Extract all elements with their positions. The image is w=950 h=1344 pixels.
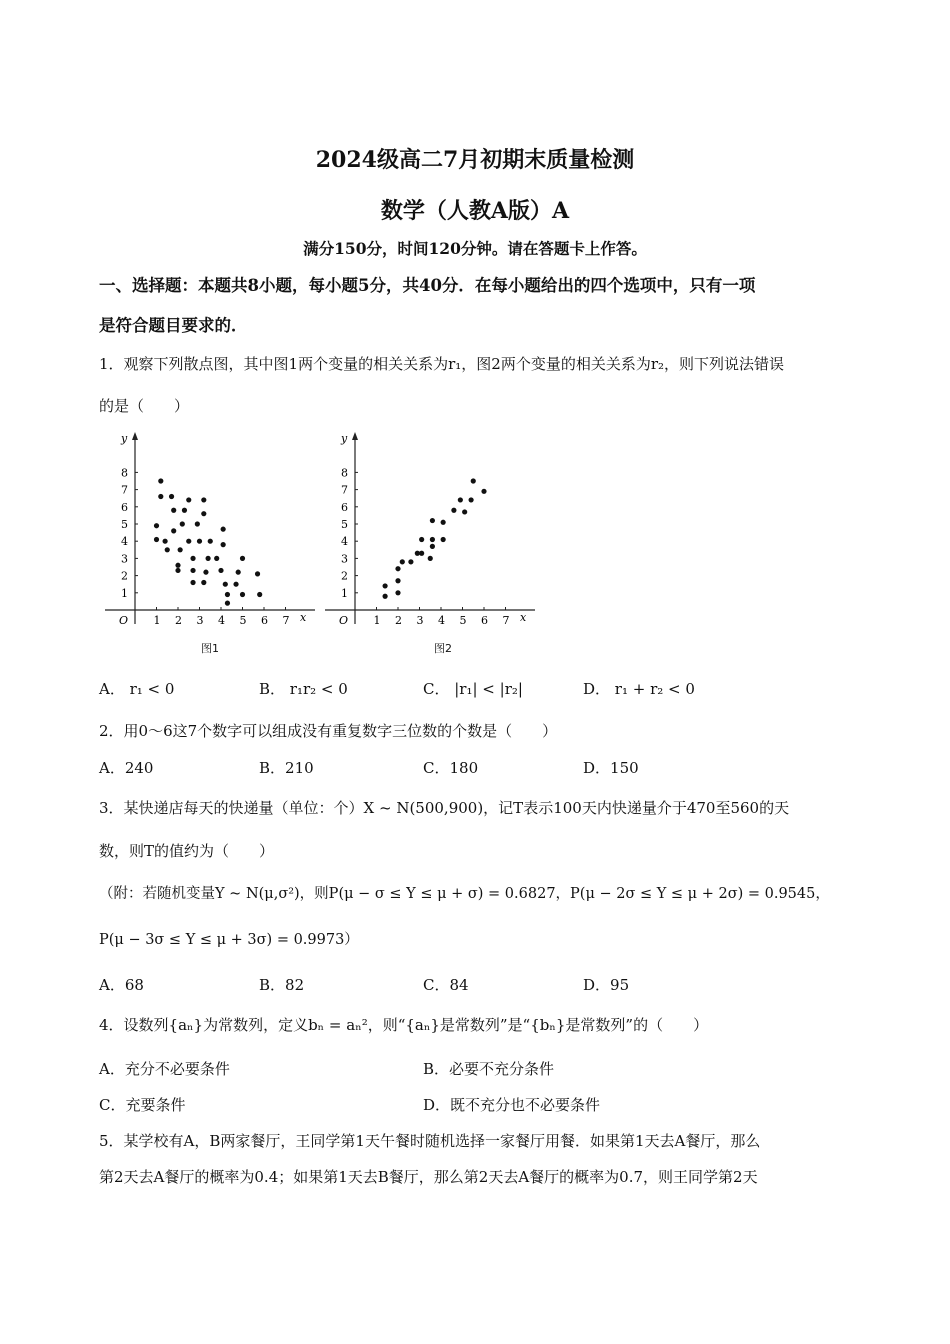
- fig1-ytick-label-5: 5: [121, 518, 128, 531]
- fig2-point: [430, 544, 435, 549]
- q4-option-c: C．充要条件: [99, 1096, 186, 1114]
- q3-option-d: D．95: [583, 976, 630, 994]
- fig2-xtick-label-5: 5: [459, 614, 467, 627]
- fig1-point: [255, 571, 260, 576]
- fig2-point: [430, 518, 435, 523]
- q1-option-c: C． |r₁| < |r₂|: [423, 680, 523, 698]
- q5-stem-line2: 第2天去A餐厅的概率为0.4；如果第1天去B餐厅，那么第2天去A餐厅的概率为0.7，则王同学第2天: [99, 1168, 758, 1186]
- fig1-point: [221, 542, 226, 547]
- fig2-ytick-label-6: 6: [341, 500, 348, 514]
- fig1-point: [163, 539, 168, 544]
- fig2-xtick-label-7: 7: [502, 614, 510, 627]
- fig1-origin-label: O: [119, 614, 129, 627]
- q3-option-b: B．82: [259, 976, 305, 994]
- fig1-point: [175, 568, 180, 573]
- fig1-xtick-label-6: 6: [261, 614, 268, 627]
- q3-stem-line2: 数，则T的值约为（ ）: [99, 842, 275, 860]
- fig1-point: [190, 556, 195, 561]
- q1-option-a: A． r₁ < 0: [99, 680, 175, 698]
- fig2-point: [383, 594, 388, 599]
- fig1-point: [225, 592, 230, 597]
- fig2-ytick-label-8: 8: [341, 466, 348, 480]
- fig2-point: [469, 497, 474, 502]
- fig1-point: [158, 494, 163, 499]
- section-heading-line1: 一、选择题：本题共8小题，每小题5分，共40分．在每小题给出的四个选项中，只有一项: [99, 276, 756, 295]
- fig2-point: [458, 497, 463, 502]
- fig2-point: [441, 520, 446, 525]
- fig1-ytick-label-2: 2: [121, 569, 128, 583]
- q4-option-b: B．必要不充分条件: [423, 1060, 555, 1078]
- fig1-ytick-label-6: 6: [121, 500, 128, 514]
- q1-option-d: D． r₁ + r₂ < 0: [583, 680, 695, 698]
- q2-option-b: B．210: [259, 759, 314, 777]
- fig2-point: [408, 559, 413, 564]
- q3-option-c: C．84: [423, 976, 469, 994]
- fig1-xtick-label-5: 5: [239, 614, 247, 627]
- fig2-x-label: x: [520, 611, 527, 624]
- scatter-plot-fig2: [320, 428, 542, 658]
- q1-stem-line1: 1．观察下列散点图，其中图1两个变量的相关关系为r₁，图2两个变量的相关关系为r₂，则下列说法错误: [99, 355, 785, 373]
- q4-stem: 4．设数列{aₙ}为常数列，定义bₙ = aₙ²，则“{aₙ}是常数列”是“{bₙ}是常数列”的（ ）: [99, 1016, 709, 1034]
- fig2-y-label: y: [341, 432, 348, 445]
- page-title: 2024级高二7月初期末质量检测: [315, 147, 635, 173]
- fig2-caption: 图2: [434, 642, 452, 655]
- fig1-point: [218, 568, 223, 573]
- exam-note: 满分150分，时间120分钟。请在答题卡上作答。: [303, 239, 647, 258]
- q5-stem-line1: 5．某学校有A，B两家餐厅，王同学第1天午餐时随机选择一家餐厅用餐．如果第1天去A餐厅，那么: [99, 1132, 761, 1150]
- q2-option-a: A．240: [99, 759, 154, 777]
- fig2-xtick-label-3: 3: [416, 614, 424, 627]
- fig2-plot-area: [325, 432, 535, 627]
- section-heading-line2: 是符合题目要求的．: [99, 316, 248, 335]
- fig2-origin-label: O: [339, 614, 349, 627]
- fig1-xtick-label-2: 2: [175, 614, 182, 627]
- fig1-point: [175, 563, 180, 568]
- fig1-point: [154, 537, 159, 542]
- fig1-point: [190, 580, 195, 585]
- fig1-x-label: x: [300, 611, 307, 624]
- fig1-point: [186, 539, 191, 544]
- fig1-ytick-label-4: 4: [121, 535, 128, 549]
- q2-option-c: C．180: [423, 759, 479, 777]
- fig1-point: [233, 582, 238, 587]
- fig1-point: [201, 580, 206, 585]
- fig1-point: [203, 570, 208, 575]
- fig1-plot-area: [105, 432, 315, 627]
- fig1-point: [178, 547, 183, 552]
- fig1-point: [214, 556, 219, 561]
- page-subtitle: 数学（人教A版）A: [380, 198, 570, 224]
- fig2-point: [430, 537, 435, 542]
- q3-appendix-line1: （附：若随机变量Y ~ N(μ,σ²)，则P(μ − σ ≤ Y ≤ μ + σ) = 0.6827，P(μ − 2σ ≤ Y ≤ μ + 2σ) = 0.9545，: [99, 886, 830, 902]
- fig1-point: [221, 527, 226, 532]
- fig1-point: [201, 497, 206, 502]
- fig1-point: [240, 592, 245, 597]
- fig2-point: [383, 583, 388, 588]
- fig2-point: [395, 566, 400, 571]
- fig2-point: [441, 537, 446, 542]
- fig1-ytick-label-3: 3: [121, 552, 128, 566]
- fig1-point: [257, 592, 262, 597]
- fig2-xtick-label-6: 6: [481, 614, 488, 627]
- q4-option-a: A．充分不必要条件: [99, 1060, 230, 1078]
- fig2-ytick-label-2: 2: [341, 569, 348, 583]
- q4-option-d: D．既不充分也不必要条件: [423, 1096, 601, 1114]
- fig2-ytick-label-5: 5: [341, 518, 348, 531]
- q2-option-d: D．150: [583, 759, 639, 777]
- fig2-point: [395, 590, 400, 595]
- fig2-xtick-label-4: 4: [438, 614, 445, 627]
- fig2-point: [395, 578, 400, 583]
- fig1-caption: 图1: [201, 642, 219, 655]
- fig2-ytick-label-4: 4: [341, 535, 348, 549]
- fig1-point: [169, 494, 174, 499]
- fig1-ytick-label-7: 7: [121, 483, 128, 497]
- fig1-point: [201, 511, 206, 516]
- fig1-point: [195, 521, 200, 526]
- q3-stem-line1: 3．某快递店每天的快递量（单位：个）X ~ N(500,900)，记T表示100天内快递量介于470至560的天: [99, 799, 790, 817]
- fig1-xtick-label-7: 7: [282, 614, 290, 627]
- fig2-xtick-label-1: 1: [373, 614, 381, 627]
- fig1-point: [171, 528, 176, 533]
- fig1-xtick-label-3: 3: [196, 614, 204, 627]
- fig1-y-label: y: [121, 432, 128, 445]
- fig1-ytick-label-1: 1: [121, 586, 128, 600]
- fig1-point: [165, 547, 170, 552]
- q1-stem-line2: 的是（ ）: [99, 397, 190, 415]
- fig1-xtick-label-1: 1: [153, 614, 161, 627]
- fig1-point: [208, 539, 213, 544]
- q2-stem: 2．用0～6这7个数字可以组成没有重复数字三位数的个数是（ ）: [99, 722, 558, 740]
- fig1-point: [158, 478, 163, 483]
- fig2-ytick-label-1: 1: [341, 586, 348, 600]
- fig2-point: [428, 556, 433, 561]
- fig2-point: [400, 559, 405, 564]
- fig1-point: [206, 556, 211, 561]
- fig1-point: [154, 523, 159, 528]
- fig2-point: [451, 508, 456, 513]
- fig1-point: [240, 556, 245, 561]
- fig1-xtick-label-4: 4: [218, 614, 225, 627]
- fig1-point: [236, 570, 241, 575]
- scatter-plot-fig1: [100, 428, 322, 658]
- fig2-point: [471, 478, 476, 483]
- fig1-point: [197, 539, 202, 544]
- fig1-point: [182, 508, 187, 513]
- fig2-point: [419, 551, 424, 556]
- fig2-xtick-label-2: 2: [395, 614, 402, 627]
- fig1-point: [180, 521, 185, 526]
- q1-option-b: B． r₁r₂ < 0: [259, 680, 348, 698]
- fig2-y-arrow: [352, 432, 358, 440]
- fig2-point: [419, 537, 424, 542]
- fig2-point: [462, 509, 467, 514]
- fig2-ytick-label-3: 3: [341, 552, 348, 566]
- fig1-y-arrow: [132, 432, 138, 440]
- fig2-point: [481, 489, 486, 494]
- fig1-point: [223, 582, 228, 587]
- fig1-ytick-label-8: 8: [121, 466, 128, 480]
- fig1-point: [171, 508, 176, 513]
- q3-option-a: A．68: [99, 976, 144, 994]
- fig1-point: [190, 568, 195, 573]
- fig1-point: [225, 601, 230, 606]
- fig1-point: [186, 497, 191, 502]
- fig2-ytick-label-7: 7: [341, 483, 348, 497]
- q3-appendix-line2: P(μ − 3σ ≤ Y ≤ μ + 3σ) = 0.9973）: [99, 932, 359, 948]
